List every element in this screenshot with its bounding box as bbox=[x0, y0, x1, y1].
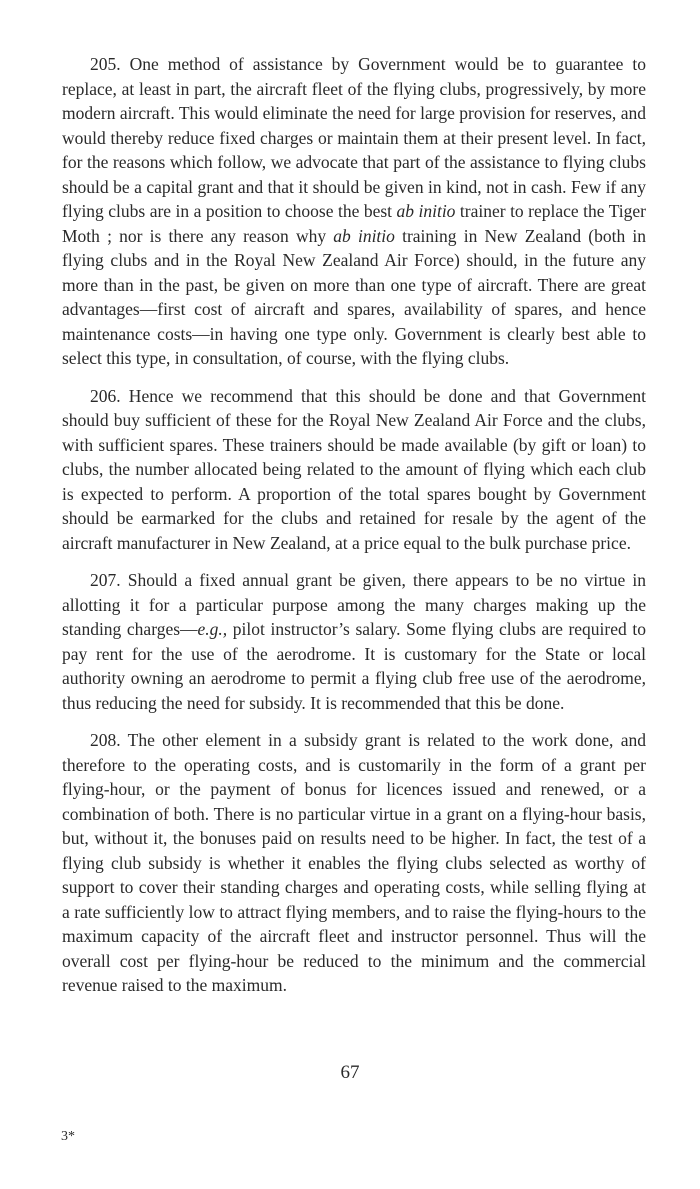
italic-phrase: ab initio bbox=[333, 225, 395, 246]
text-run: trainer to replace the Tiger Moth ; nor is there any reason why bbox=[62, 201, 646, 246]
paragraph bbox=[62, 52, 646, 371]
document-page bbox=[62, 52, 646, 1011]
paragraph bbox=[62, 568, 646, 715]
body-text bbox=[62, 52, 646, 998]
text-run: 208. The other element in a subsidy grant is related to the work done, and therefore to the operating costs, and is customarily in the form of a grant per flying-hour, or the payment of bonus for licences issued and renewed, or a combination of both. There is no particular virtue in a grant on a flying-hour basis, but, without it, the bonuses paid on results need to be higher. In fact, the test of a flying club subsidy is whether it enables the flying clubs selected as worthy of support to cover their standing charges and operating costs, while selling flying at a rate sufficiently low to attract flying members, and to raise the flying-hours to the maximum capacity of the aircraft fleet and instructor personnel. Thus will the overall cost per flying-hour be reduced to the minimum and the commercial revenue raised to the maximum. bbox=[62, 730, 646, 995]
italic-phrase: ab initio bbox=[396, 201, 456, 221]
italic-phrase: e.g., bbox=[197, 619, 228, 639]
signature-mark: 3* bbox=[61, 1129, 75, 1144]
text-run: 205. One method of assistance by Government would be to guarantee to replace, at least in part, the aircraft fleet of the flying clubs, progressively, by more modern aircraft. This would eliminate the need for large provision for reserves, and would thereby reduce fixed charges or maintain them at their present level. In fact, for the reasons which follow, we advocate that part of the assistance to flying clubs should be a capital grant and that it should be given in kind, not in cash. Few if any flying clubs are in a position to choose the best bbox=[62, 54, 646, 221]
text-run: 207. Should a fixed annual grant be given, there appears to be no virtue in allotting it for a particular purpose among the many charges making up the standing charges— bbox=[62, 570, 646, 639]
page-number: 67 bbox=[340, 1062, 360, 1083]
paragraph bbox=[62, 384, 646, 556]
paragraph bbox=[62, 728, 646, 998]
text-run: training in New Zealand (both in flying clubs and in the Royal New Zealand Air Force) should, in the future any more than in the past, be given on more than one type of aircraft. There are great advantages—first cost of aircraft and spares, availability of spares, and hence maintenance costs—in having one type only. Government is clearly best able to select this type, in consultation, of course, with the flying clubs. bbox=[62, 225, 646, 368]
text-run: pilot instructor’s salary. Some flying clubs are required to pay rent for the use of the aerodrome. It is customary for the State or local authority owning an aerodrome to permit a flying club free use of the aerodrome, thus reducing the need for subsidy. It is recommended that this be done. bbox=[62, 619, 646, 713]
text-run: 206. Hence we recommend that this should be done and that Government should buy sufficient of these for the Royal New Zealand Air Force and the clubs, with sufficient spares. These trainers should be made available (by gift or loan) to clubs, the number allocated being related to the amount of flying which each club is expected to perform. A proportion of the total spares bought by Government should be earmarked for the clubs and retained for resale by the agent of the aircraft manufacturer in New Zealand, at a price equal to the bulk purchase price. bbox=[62, 385, 646, 553]
